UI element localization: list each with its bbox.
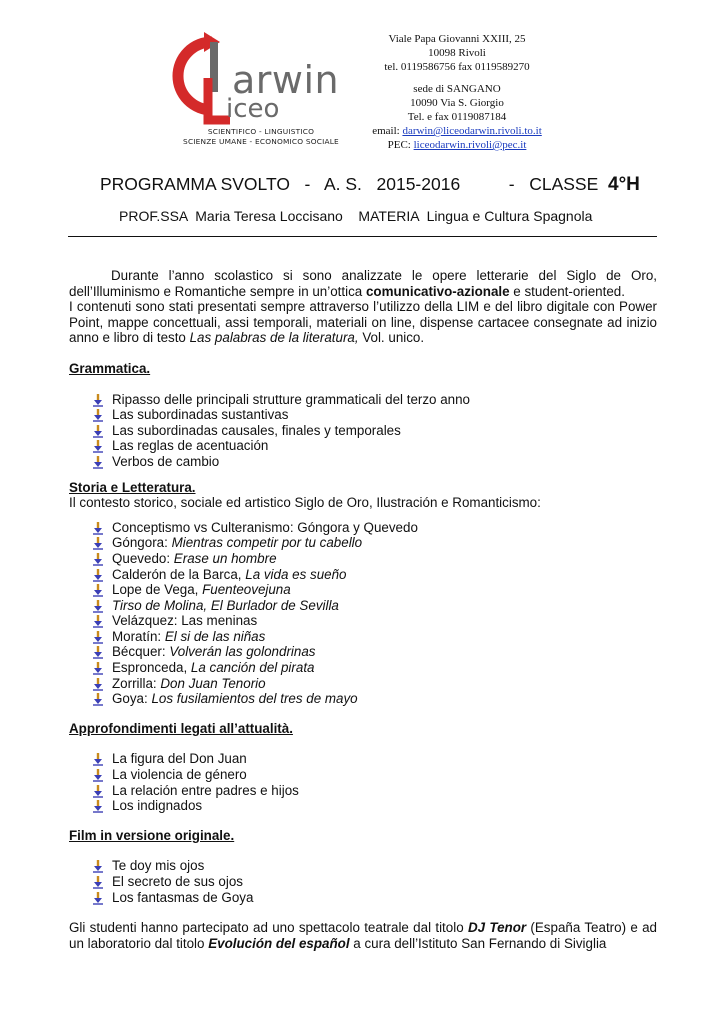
branch-address-line: 10090 Via S. Giorgio bbox=[410, 97, 504, 109]
approfondimenti-list bbox=[69, 751, 657, 813]
list-item: Moratín: El si de las niñas bbox=[91, 629, 657, 645]
down-arrow-bullet-icon bbox=[91, 393, 105, 407]
down-arrow-bullet-icon bbox=[91, 784, 105, 798]
list-item: Calderón de la Barca, La vida es sueño bbox=[91, 567, 657, 583]
page-title: PROGRAMMA SVOLTO - A. S. 2015-2016 - CLASSE 4°H bbox=[100, 174, 640, 195]
list-item: La figura del Don Juan bbox=[91, 751, 657, 767]
down-arrow-bullet-icon bbox=[91, 875, 105, 889]
list-item: La relación entre padres e hijos bbox=[91, 783, 657, 799]
list-item: Verbos de cambio bbox=[91, 454, 657, 470]
down-arrow-bullet-icon bbox=[91, 630, 105, 644]
teacher-subject-line bbox=[119, 208, 592, 224]
section-heading-approfondimenti: Approfondimenti legati all’attualità. bbox=[69, 720, 293, 736]
down-arrow-bullet-icon bbox=[91, 799, 105, 813]
subject-name: MATERIA Lingua e Cultura Spagnola bbox=[358, 208, 593, 224]
list-item: Lope de Vega, Fuenteovejuna bbox=[91, 582, 657, 598]
teacher-name: PROF.SSA Maria Teresa Loccisano bbox=[119, 208, 359, 224]
list-item: Los indignados bbox=[91, 798, 657, 814]
list-item: Espronceda, La canción del pirata bbox=[91, 660, 657, 676]
down-arrow-bullet-icon bbox=[91, 677, 105, 691]
down-arrow-bullet-icon bbox=[91, 599, 105, 613]
email-link[interactable]: darwin@liceodarwin.rivoli.to.it bbox=[402, 125, 542, 137]
down-arrow-bullet-icon bbox=[91, 859, 105, 873]
down-arrow-bullet-icon bbox=[91, 408, 105, 422]
contact-block bbox=[362, 32, 552, 152]
list-item: Bécquer: Volverán las golondrinas bbox=[91, 644, 657, 660]
storia-list bbox=[69, 520, 657, 707]
list-item: Conceptismo vs Culteranismo: Góngora y Quevedo bbox=[91, 520, 657, 536]
list-item: Los fantasmas de Goya bbox=[91, 890, 657, 906]
list-item: Las subordinadas causales, finales y temporales bbox=[91, 423, 657, 439]
document-body bbox=[69, 268, 657, 951]
pec-line: PEC: liceodarwin.rivoli@pec.it bbox=[387, 139, 527, 151]
list-item: La violencia de género bbox=[91, 767, 657, 783]
list-item: Zorrilla: Don Juan Tenorio bbox=[91, 676, 657, 692]
down-arrow-bullet-icon bbox=[91, 552, 105, 566]
down-arrow-bullet-icon bbox=[91, 891, 105, 905]
list-item: Velázquez: Las meninas bbox=[91, 613, 657, 629]
logo-tagline: SCIENTIFICO - LINGUISTICO SCIENZE UMANE - ECONOMICO SOCIALE bbox=[183, 127, 339, 146]
divider bbox=[68, 236, 657, 237]
class-code: 4°H bbox=[608, 174, 640, 195]
intro-paragraph-2: I contenuti sono stati presentati sempre attraverso l’utilizzo della LIM e del libro digitale con Power Point, mappe concettuali, assi temporali, materiali on line, dispense cartacee consegnate ad inizio anno e libro di testo Las palabras de la literatura, Vol. unico. bbox=[69, 299, 657, 346]
address-line: Viale Papa Giovanni XXIII, 25 bbox=[388, 33, 526, 45]
storia-intro: Il contesto storico, sociale ed artistico Siglo de Oro, Ilustración e Romanticismo: bbox=[69, 495, 541, 511]
film-list bbox=[69, 858, 657, 905]
branch-line: sede di SANGANO bbox=[413, 83, 501, 95]
down-arrow-bullet-icon bbox=[91, 536, 105, 550]
list-item: Tirso de Molina, El Burlador de Sevilla bbox=[91, 598, 657, 614]
section-heading-film: Film in versione originale. bbox=[69, 827, 235, 843]
down-arrow-bullet-icon bbox=[91, 583, 105, 597]
down-arrow-bullet-icon bbox=[91, 645, 105, 659]
down-arrow-bullet-icon bbox=[91, 692, 105, 706]
down-arrow-bullet-icon bbox=[91, 768, 105, 782]
branch-phone-line: Tel. e fax 0119087184 bbox=[407, 111, 507, 123]
section-heading-storia: Storia e Letteratura. bbox=[69, 479, 196, 495]
down-arrow-bullet-icon bbox=[91, 521, 105, 535]
email-line: email: darwin@liceodarwin.rivoli.to.it bbox=[372, 125, 542, 137]
list-item: Quevedo: Erase un hombre bbox=[91, 551, 657, 567]
down-arrow-bullet-icon bbox=[91, 424, 105, 438]
down-arrow-bullet-icon bbox=[91, 661, 105, 675]
logo-wordmark-sub: iceo bbox=[226, 94, 280, 124]
list-item: Ripasso delle principali strutture grammaticali del terzo anno bbox=[91, 392, 657, 408]
list-item: Las reglas de acentuación bbox=[91, 438, 657, 454]
list-item: Las subordinadas sustantivas bbox=[91, 407, 657, 423]
list-item: Te doy mis ojos bbox=[91, 858, 657, 874]
section-heading-grammatica: Grammatica. bbox=[69, 360, 151, 376]
down-arrow-bullet-icon bbox=[91, 614, 105, 628]
closing-paragraph: Gli studenti hanno partecipato ad uno spettacolo teatrale dal titolo DJ Tenor (España Teatro) e ad un laboratorio dal titolo Evolución del español a cura dell’Istituto San Fernando di Siviglia bbox=[69, 920, 658, 951]
list-item: Goya: Los fusilamientos del tres de mayo bbox=[91, 691, 657, 707]
pec-link[interactable]: liceodarwin.rivoli@pec.it bbox=[413, 139, 527, 151]
phone-line: tel. 0119586756 fax 0119589270 bbox=[384, 61, 530, 73]
down-arrow-bullet-icon bbox=[91, 455, 105, 469]
intro-paragraph: Durante l’anno scolastico si sono analizzate le opere letterarie del Siglo de Oro, dell’Illuminismo e Romantiche sempre in un’ottica comunicativo-azionale e student-oriented. bbox=[69, 268, 657, 299]
down-arrow-bullet-icon bbox=[91, 568, 105, 582]
city-line: 10098 Rivoli bbox=[428, 47, 486, 59]
grammatica-list bbox=[69, 392, 657, 470]
list-item: El secreto de sus ojos bbox=[91, 874, 657, 890]
down-arrow-bullet-icon bbox=[91, 752, 105, 766]
school-logo bbox=[168, 28, 348, 148]
list-item: Góngora: Mientras competir por tu cabello bbox=[91, 535, 657, 551]
down-arrow-bullet-icon bbox=[91, 439, 105, 453]
logo-wordmark-main: arwin bbox=[232, 58, 340, 102]
